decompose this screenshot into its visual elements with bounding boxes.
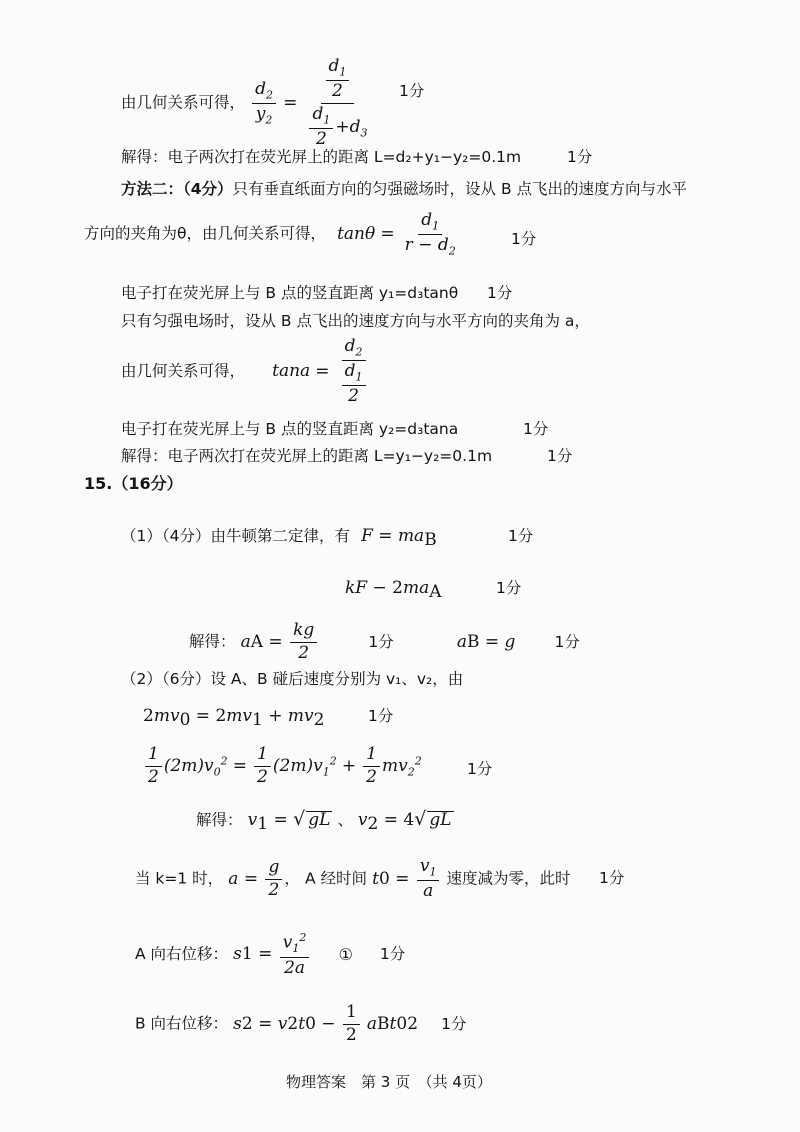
hit-distance-1: 电子打在荧光屏上与 B 点的竖直距离 y₁=d₃tanθ bbox=[121, 284, 459, 302]
method-two-continuation: 方向的夹角为θ，由几何关系可得， bbox=[84, 224, 326, 243]
part-1-solve-label: 解得： bbox=[189, 632, 236, 651]
b-displacement: B 向右位移： s2 = v2t0 − $\frac{1}{2}$ aBt02 1分 bbox=[135, 1002, 467, 1045]
score-mark: 1分 bbox=[368, 632, 394, 651]
k-equals-one-line: 当 k=1 时， a = $\frac{g}{2}$ ， A 经时间 t0 = $\frac{v_1}{a}$ 速度减为零，此时 bbox=[135, 856, 571, 901]
hit-distance-2: 电子打在荧光屏上与 B 点的竖直距离 y₂=d₃tana bbox=[121, 420, 459, 438]
electric-field-line: 只有匀强电场时，设从 B 点飞出的速度方向与水平方向的夹角为 a， bbox=[121, 312, 590, 330]
score-mark: 1分 bbox=[508, 527, 534, 545]
part-1-intro: （1）（4分）由牛顿第二定律，有 bbox=[121, 527, 350, 545]
part-1-newton: （1）（4分）由牛顿第二定律，有 $F = ma_B$ bbox=[121, 526, 437, 551]
a-time-label: A 经时间 bbox=[304, 869, 368, 888]
score-mark: 1分 bbox=[368, 707, 394, 725]
geometry-label-2: 由几何关系可得， bbox=[121, 362, 246, 381]
page-footer: 物理答案 第 3 页 （共 4页） bbox=[286, 1073, 492, 1091]
velocity-zero-text: 速度减为零，此时 bbox=[446, 869, 571, 888]
score-mark: 1分 bbox=[511, 230, 537, 248]
tan-theta-relation: 方向的夹角为θ，由几何关系可得， tanθ = $\frac{d_1}{r - d_2}$ bbox=[84, 212, 461, 257]
k-condition: 当 k=1 时， bbox=[135, 869, 224, 888]
fraction-tan-theta: $\frac{d_1}{r - d_2}$ bbox=[404, 210, 456, 258]
method-two-text: 只有垂直纸面方向的匀强磁场时，设从 B 点飞出的速度方向与水平 bbox=[232, 180, 688, 198]
method-two-title: 方法二：（4分） bbox=[121, 180, 233, 198]
geometry-label-1: 由几何关系可得， bbox=[121, 93, 246, 112]
nested-fraction: $\frac{d_1}{2}$ $\frac{d_1}{2}$ $+d_3$ bbox=[304, 58, 370, 149]
score-mark: 1分 bbox=[496, 579, 522, 597]
tan-a-relation: 由几何关系可得， tana = $\frac{d_2}{\frac{d_1}{2}}$ bbox=[121, 338, 373, 406]
score-mark: 1分 bbox=[399, 82, 425, 100]
momentum-equation: $2mv_0 = 2mv_1 + mv_2$ bbox=[143, 706, 325, 731]
score-mark: 1分 bbox=[487, 284, 513, 302]
part-2-solve-label: 解得： bbox=[196, 811, 243, 829]
score-mark: 1分 bbox=[547, 447, 573, 465]
part-1-solution: 解得： aA = $\frac{kg}{2}$ 1分 aB = g 1分 bbox=[189, 620, 580, 663]
score-mark: 1分 bbox=[467, 760, 493, 778]
question-15-heading: 15.（16分） bbox=[84, 474, 183, 493]
geometry-relation-1: 由几何关系可得， $\frac{d_2}{y_2}$ = $\frac{d_1}{2}$ $\frac{d_1}{2}$ $+d_3$ bbox=[121, 58, 372, 149]
fraction-d2-over-y2: $\frac{d_2}{y_2}$ bbox=[252, 81, 276, 126]
score-mark: 1分 bbox=[599, 869, 625, 887]
fraction-tan-a: $\frac{d_2}{\frac{d_1}{2}}$ bbox=[337, 338, 371, 406]
equation-kf: kF − $2ma_A$ bbox=[345, 578, 442, 603]
method-two-header bbox=[121, 181, 687, 198]
a-displacement-label: A 向右位移： bbox=[135, 944, 229, 963]
a-displacement: A 向右位移： s1 = $\frac{v_1^2}{2a}$ ① 1分 bbox=[135, 931, 406, 978]
solution-line-1: 解得：电子两次打在荧光屏上的距离 L=d₂+y₁−y₂=0.1m bbox=[121, 148, 522, 166]
b-displacement-label: B 向右位移： bbox=[135, 1014, 229, 1033]
score-mark: 1分 bbox=[554, 632, 580, 651]
solution-line-2: 解得：电子两次打在荧光屏上的距离 L=y₁−y₂=0.1m bbox=[121, 447, 493, 465]
part-2-intro: （2）（6分）设 A、B 碰后速度分别为 v₁、v₂，由 bbox=[121, 670, 464, 688]
score-mark: 1分 bbox=[567, 148, 593, 166]
score-mark: 1分 bbox=[523, 420, 549, 438]
score-mark: 1分 bbox=[379, 944, 406, 963]
equation-number-1: ① bbox=[338, 944, 353, 964]
energy-equation: $\frac{1}{2}$ $(2m)v_0^2$ = $\frac{1}{2}$ $(2m)v_1^2$ + $\frac{1}{2}$ $mv_2^2$ bbox=[143, 746, 422, 787]
score-mark: 1分 bbox=[441, 1014, 467, 1033]
velocity-solution: 解得： $v_1$ = √ gL 、 $v_2 = 4√$ gL bbox=[196, 808, 452, 835]
